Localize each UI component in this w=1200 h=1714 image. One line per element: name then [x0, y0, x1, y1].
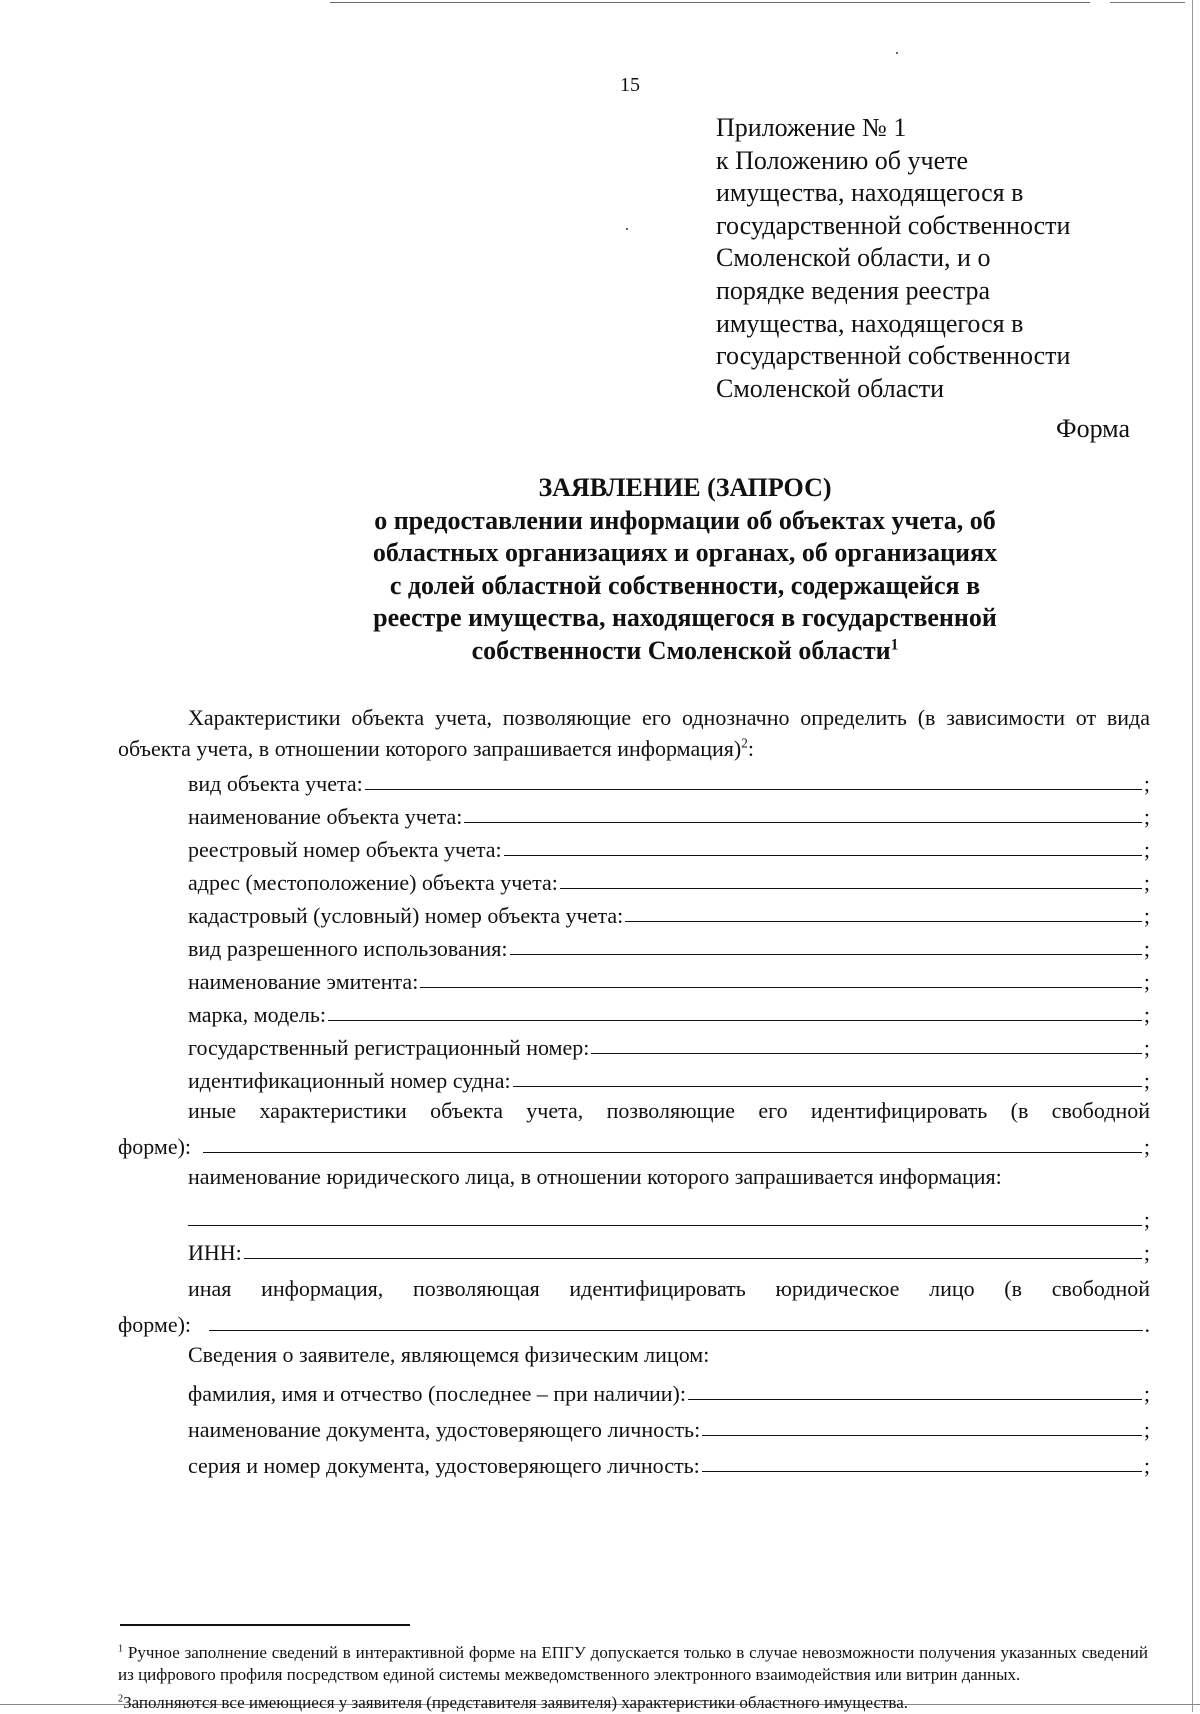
field-label: вид объекта учета:: [188, 771, 363, 796]
field-blank[interactable]: [560, 887, 1142, 889]
form-label: Форма: [1056, 414, 1130, 443]
footnote-2: [118, 1692, 1148, 1714]
field-end: ;: [1143, 1134, 1150, 1159]
title-sub-line: о предоставлении информации об объектах учета, об: [374, 505, 996, 535]
field-end: ;: [1143, 771, 1150, 796]
field-blank[interactable]: [510, 953, 1142, 955]
scan-edge-right: [1192, 0, 1193, 1712]
field-end: ;: [1143, 804, 1150, 829]
field-label: наименование объекта учета:: [188, 804, 463, 829]
field-label: форме):: [118, 1134, 192, 1159]
legal-entity-row: [118, 1193, 1150, 1233]
field-row: [118, 1028, 1150, 1061]
footnote-mark: 1: [118, 1643, 124, 1655]
field-row: [118, 1443, 1150, 1479]
field-label: серия и номер документа, удостоверяющего личность:: [188, 1453, 700, 1478]
appendix-line: имущества, находящегося в: [716, 178, 1024, 208]
intro-tail: :: [747, 736, 754, 761]
field-blank[interactable]: [365, 788, 1142, 790]
form-body: [118, 702, 1150, 1479]
title-sub-line: с долей областной собственности, содержащейся в: [389, 570, 981, 600]
page-number: 15: [620, 74, 640, 96]
field-end: ;: [1143, 1453, 1150, 1478]
field-blank[interactable]: [328, 1019, 1142, 1021]
field-blank[interactable]: [188, 1224, 1142, 1226]
footnote-mark: 2: [118, 1693, 124, 1705]
field-end: .: [1144, 1312, 1150, 1337]
appendix-line: государственной собственности: [716, 341, 1071, 371]
field-label: кадастровый (условный) номер объекта учета:: [188, 903, 624, 928]
field-end: ;: [1143, 1381, 1150, 1406]
scan-edge-top: [330, 2, 1090, 3]
field-label: марка, модель:: [188, 1002, 327, 1027]
field-label: государственный регистрационный номер:: [188, 1035, 590, 1060]
field-label: ИНН:: [188, 1240, 242, 1265]
field-label: фамилия, имя и отчество (последнее – при наличии):: [188, 1381, 686, 1406]
field-label: реестровый номер объекта учета:: [188, 837, 502, 862]
appendix-line: порядке ведения реестра: [716, 275, 990, 305]
appendix-line: государственной собственности: [716, 210, 1071, 240]
field-end: ;: [1143, 903, 1150, 928]
field-blank[interactable]: [688, 1398, 1142, 1400]
other-info-line: иная информация, позволяющая идентифицировать юридическое лицо (в свободной: [188, 1276, 1150, 1301]
field-blank[interactable]: [244, 1257, 1142, 1259]
field-blank[interactable]: [504, 854, 1142, 856]
title-main: ЗАЯВЛЕНИЕ (ЗАПРОС): [538, 473, 832, 502]
intro-text: Характеристики объекта учета, позволяющие его однозначно определить (в зависимости от вида объекта учета, в отношении которого запрашивается информация): [118, 705, 1150, 761]
field-label: наименование документа, удостоверяющего личность:: [188, 1417, 701, 1442]
scan-edge-top-right: [1110, 2, 1185, 3]
field-label: адрес (местоположение) объекта учета:: [188, 870, 558, 895]
field-end: ;: [1143, 936, 1150, 961]
footnote-text: Ручное заполнение сведений в интерактивной форме на ЕПГУ допускается только в случае невозможности получения указанных сведений из цифрового профиля посредством единой системы межведомственного электронного взаимодействия или витрин данных.: [118, 1643, 1148, 1684]
applicant-heading: Сведения о заявителе, являющемся физическим лицом:: [188, 1342, 710, 1367]
field-row: [118, 1061, 1150, 1094]
field-row: [118, 764, 1150, 797]
footnote-1: [118, 1642, 1148, 1686]
inn-row: [118, 1233, 1150, 1266]
field-label: форме):: [118, 1312, 192, 1337]
appendix-line: Приложение № 1: [716, 113, 907, 142]
field-end: ;: [1143, 870, 1150, 895]
field-row: [118, 1407, 1150, 1443]
field-row: [118, 995, 1150, 1028]
footnote-mark: 1: [890, 635, 899, 653]
field-row: [118, 962, 1150, 995]
field-row: [118, 863, 1150, 896]
field-row: [118, 830, 1150, 863]
field-end: ;: [1143, 1417, 1150, 1442]
field-blank[interactable]: [513, 1085, 1142, 1087]
footnote-text: Заполняются все имеющиеся у заявителя (представителя заявителя) характеристики областного имущества.: [123, 1693, 909, 1712]
scan-speck: [626, 228, 628, 230]
field-label: наименование эмитента:: [188, 969, 419, 994]
document-title: [120, 472, 1200, 667]
field-blank[interactable]: [702, 1434, 1142, 1436]
footnote-divider: [120, 1624, 410, 1626]
field-end: ;: [1143, 1207, 1150, 1232]
field-end: ;: [1143, 1068, 1150, 1093]
field-row: [118, 896, 1150, 929]
appendix-line: имущества, находящегося в: [716, 308, 1024, 338]
legal-entity-heading: наименование юридического лица, в отношении которого запрашивается информация:: [188, 1164, 1002, 1189]
title-sub-line: собственности Смоленской области: [471, 635, 891, 665]
field-row: [118, 929, 1150, 962]
field-blank[interactable]: [591, 1052, 1142, 1054]
field-end: ;: [1143, 837, 1150, 862]
field-blank[interactable]: [702, 1470, 1142, 1472]
field-row: [118, 1371, 1150, 1407]
appendix-line: к Положению об учете: [716, 145, 969, 175]
field-blank[interactable]: [625, 920, 1142, 922]
appendix-line: Смоленской области, и о: [716, 243, 991, 273]
field-end: ;: [1143, 969, 1150, 994]
footnote-mark: 2: [741, 735, 748, 751]
other-characteristics-row: [118, 1127, 1150, 1160]
field-blank[interactable]: [203, 1151, 1142, 1153]
field-end: ;: [1143, 1240, 1150, 1265]
appendix-line: Смоленской области: [716, 373, 945, 403]
appendix-header: [716, 112, 1156, 405]
title-sub-line: реестре имущества, находящегося в государственной: [373, 603, 997, 632]
other-characteristics-line: иные характеристики объекта учета, позволяющие его идентифицировать (в свободной: [188, 1098, 1150, 1123]
field-end: ;: [1143, 1002, 1150, 1027]
title-sub-line: областных организациях и органах, об организациях: [372, 538, 998, 567]
field-end: ;: [1143, 1035, 1150, 1060]
other-info-row: [118, 1305, 1150, 1338]
field-blank[interactable]: [209, 1329, 1142, 1331]
field-row: [118, 797, 1150, 830]
field-label: идентификационный номер судна:: [188, 1068, 511, 1093]
field-blank[interactable]: [464, 821, 1142, 823]
intro-paragraph: [118, 702, 1150, 764]
footnotes: [118, 1642, 1148, 1714]
scan-speck: [896, 52, 898, 54]
field-label: вид разрешенного использования:: [188, 936, 508, 961]
field-blank[interactable]: [420, 986, 1142, 988]
